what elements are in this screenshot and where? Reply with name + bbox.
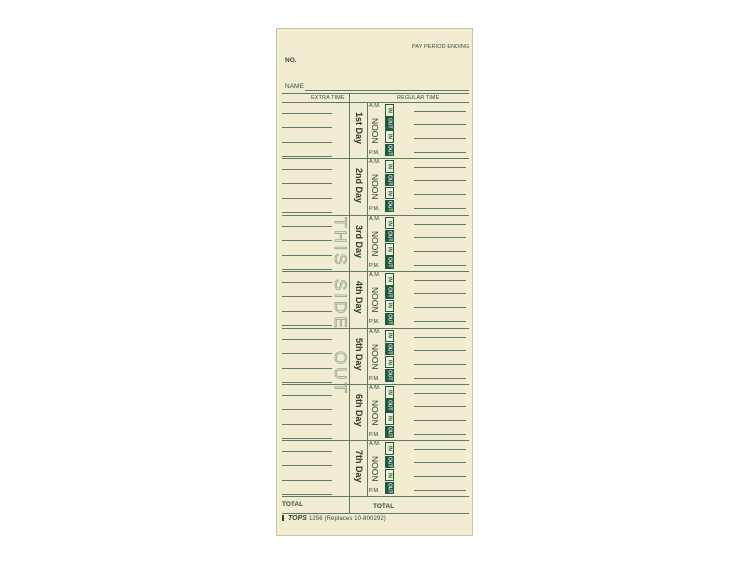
in-stamp-box [385,442,394,455]
label-divider [367,215,368,271]
am-label: A.M. [369,159,381,166]
pm-label: P.M. [369,262,380,269]
brand-logo [282,515,307,522]
label-divider [367,271,368,327]
name-line [305,90,469,91]
regular-time-line[interactable] [414,307,466,308]
out-stamp-box-label: OUT [386,370,393,381]
in-stamp-box [385,330,394,343]
extra-time-line[interactable] [282,325,332,326]
extra-time-line[interactable] [282,395,332,396]
extra-time-line[interactable] [282,255,332,256]
extra-time-line[interactable] [282,183,332,184]
total-left-label: TOTAL [282,501,304,508]
day-row [277,102,474,158]
extra-time-line[interactable] [282,339,332,340]
day-row [277,271,474,327]
am-label: A.M. [369,103,381,109]
day-label: 2nd Day [354,168,364,204]
in-stamp-box-label: IN [386,134,393,140]
label-divider [367,102,368,158]
out-stamp-box [385,117,394,130]
pm-label: P.M. [369,319,380,326]
brand-text: TOPS [288,515,307,522]
day-label: 7th Day [354,450,364,483]
day-row [277,384,474,440]
day-row [277,440,474,496]
regular-time-line[interactable] [414,364,466,365]
in-stamp-box-label: IN [386,472,393,478]
regular-time-line[interactable] [414,208,466,209]
out-stamp-box-label: OUT [386,456,393,468]
regular-time-line[interactable] [414,321,466,322]
in-stamp-box [385,469,394,482]
day-row [277,158,474,214]
extra-time-line[interactable] [282,212,332,213]
regular-time-line[interactable] [414,180,466,181]
regular-time-line[interactable] [414,378,466,379]
watermark-this: THIS [331,217,350,268]
in-stamp-box [385,386,394,399]
total-rule [282,496,469,497]
out-stamp-box-label: OUT [386,257,393,268]
total-right-label: TOTAL [373,503,395,510]
in-stamp-box [385,160,394,173]
in-stamp-box-label: IN [386,446,393,452]
out-stamp-box-label: OUT [386,313,393,325]
out-stamp-box [385,426,394,439]
in-stamp-box [385,104,394,117]
day-row [277,215,474,271]
watermark-side: SIDE [331,279,350,331]
in-stamp-box-label: IN [386,276,393,282]
out-stamp-box-label: OUT [386,482,393,494]
extra-time-line[interactable] [282,451,332,452]
pm-label: P.M. [369,488,380,495]
day-row [277,328,474,384]
out-stamp-box-label: OUT [386,343,393,355]
pay-period-label: PAY PERIOD ENDING [412,44,470,50]
regular-time-line[interactable] [414,476,466,477]
day-label: 3rd Day [354,224,364,258]
in-stamp-box-label: IN [386,359,393,365]
extra-time-line[interactable] [282,438,332,439]
out-stamp-box-label: OUT [386,426,393,438]
regular-time-line[interactable] [414,237,466,238]
extra-time-line[interactable] [282,382,332,383]
in-stamp-box [385,300,394,313]
noon-label: NOON [370,456,380,482]
in-stamp-box-label: IN [386,303,393,309]
out-stamp-box [385,456,394,469]
label-divider [367,384,368,440]
noon-label: NOON [370,230,380,257]
extra-time-line[interactable] [282,156,332,157]
regular-time-line[interactable] [414,280,466,281]
regular-time-line[interactable] [414,350,466,351]
number-label: NO. [285,57,297,64]
regular-time-line[interactable] [414,224,466,225]
extra-time-line[interactable] [282,311,332,312]
in-stamp-box-label: IN [386,389,393,395]
regular-time-line[interactable] [414,265,466,266]
extra-time-line[interactable] [282,409,332,410]
regular-time-line[interactable] [414,337,466,338]
extra-time-line[interactable] [282,127,332,128]
regular-time-line[interactable] [414,449,466,450]
time-card [276,28,473,536]
watermark-out: OUT [331,351,350,396]
out-stamp-box [385,286,394,299]
out-stamp-box-label: OUT [386,118,393,129]
in-stamp-box-label: IN [386,107,393,113]
am-label: A.M. [369,328,381,335]
in-stamp-box-label: IN [386,246,393,252]
out-stamp-box-label: OUT [386,230,393,242]
day-label: 4th Day [354,281,364,314]
extra-time-line[interactable] [282,480,332,481]
extra-time-header: EXTRA TIME [311,95,345,101]
day-label: 6th Day [354,394,364,427]
out-stamp-box [385,343,394,356]
pm-label: P.M. [369,375,380,382]
in-stamp-box [385,412,394,425]
in-stamp-box [385,217,394,230]
out-stamp-box-label: OUT [386,144,393,156]
out-stamp-box [385,256,394,269]
label-divider [367,158,368,214]
regular-time-line[interactable] [414,406,466,407]
regular-time-line[interactable] [414,124,466,125]
in-stamp-box [385,356,394,369]
extra-time-line[interactable] [282,169,332,170]
pm-label: P.M. [369,432,380,438]
am-label: A.M. [369,272,381,279]
extra-time-line[interactable] [282,282,332,283]
out-stamp-box [385,369,394,382]
noon-label: NOON [370,400,380,426]
am-label: A.M. [369,441,381,448]
out-stamp-box [385,200,394,213]
noon-label: NOON [370,118,380,144]
extra-time-line[interactable] [282,424,332,425]
in-stamp-box [385,273,394,286]
out-stamp-box [385,482,394,495]
extra-time-line[interactable] [282,113,332,114]
out-stamp-box [385,144,394,157]
regular-time-line[interactable] [414,420,466,421]
am-label: A.M. [369,215,381,222]
regular-time-line[interactable] [414,138,466,139]
in-stamp-box-label: IN [386,220,393,226]
out-stamp-box [385,174,394,187]
name-label: NAME [285,83,304,90]
out-stamp-box-label: OUT [386,200,393,212]
header-top-rule [282,93,469,94]
regular-time-line[interactable] [414,393,466,394]
extra-time-line[interactable] [282,353,332,354]
am-label: A.M. [369,385,381,391]
extra-time-line[interactable] [282,368,332,369]
out-stamp-box [385,399,394,412]
footer-rule [282,513,469,514]
out-stamp-box-label: OUT [386,287,393,298]
extra-time-line[interactable] [282,198,332,199]
noon-label: NOON [370,287,380,313]
label-divider [367,328,368,384]
tops-e-mark [282,515,287,521]
out-stamp-box-label: OUT [386,400,393,411]
form-number: 1256 (Replaces 10-800292) [309,516,386,522]
label-divider [367,440,368,496]
day-label: 5th Day [354,337,364,371]
in-stamp-box [385,243,394,256]
extra-time-line[interactable] [282,296,332,297]
regular-time-line[interactable] [414,293,466,294]
extra-time-line[interactable] [282,226,332,227]
pm-label: P.M. [369,150,380,156]
extra-time-line[interactable] [282,269,332,270]
in-stamp-box-label: IN [386,416,393,422]
in-stamp-box-label: IN [386,190,393,196]
in-stamp-box-label: IN [386,333,393,339]
pm-label: P.M. [369,206,380,213]
regular-time-line[interactable] [414,434,466,435]
in-stamp-box [385,130,394,143]
extra-time-line[interactable] [282,465,332,466]
regular-time-line[interactable] [414,194,466,195]
day-label: 1st Day [354,112,364,145]
regular-time-line[interactable] [414,490,466,491]
regular-time-line[interactable] [414,251,466,252]
regular-time-line[interactable] [414,462,466,463]
regular-time-line[interactable] [414,167,466,168]
noon-label: NOON [370,174,380,200]
regular-time-header: REGULAR TIME [397,95,440,101]
out-stamp-box [385,313,394,326]
regular-time-line[interactable] [414,152,466,153]
noon-label: NOON [370,343,380,370]
regular-time-line[interactable] [414,111,466,112]
in-stamp-box [385,187,394,200]
out-stamp-box-label: OUT [386,174,393,186]
out-stamp-box [385,230,394,243]
extra-time-line[interactable] [282,142,332,143]
in-stamp-box-label: IN [386,164,393,170]
extra-time-line[interactable] [282,240,332,241]
